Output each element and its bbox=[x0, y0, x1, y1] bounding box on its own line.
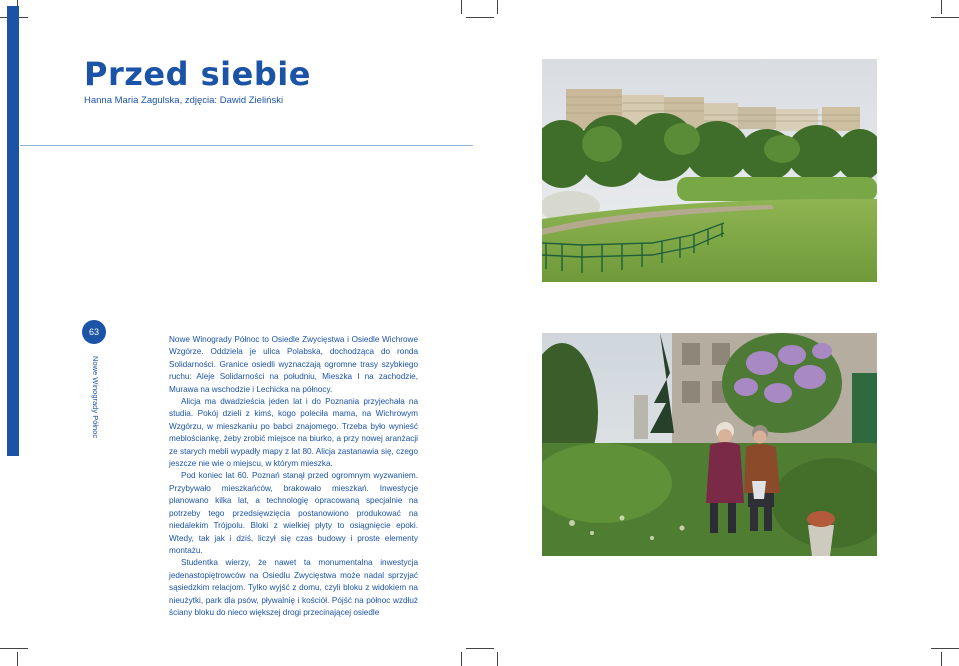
crop-mark bbox=[0, 648, 28, 649]
article-byline: Hanna Maria Zagulska, zdjęcia: Dawid Zieliński bbox=[84, 95, 284, 106]
article-title: Przed siebie bbox=[84, 55, 311, 93]
paragraph: Studentka wierzy, że nawet ta monumentalna inwestycja jedenastopiętrowców na Osiedlu Zwycięstwa może nadal sprzyjać sąsiedzkim relacjom. Tylko wyjść z domu, czyli bloku z widokiem na nieużytki, park dla psów, pływalnię i kościół. Pójść na północ wzdłuż ściany bloku do nieco większej drogi przecinającej osiedle bbox=[169, 558, 418, 617]
crop-mark bbox=[931, 648, 959, 649]
title-divider bbox=[20, 145, 473, 146]
crop-mark bbox=[17, 652, 18, 666]
crop-mark bbox=[941, 652, 942, 666]
crop-mark bbox=[461, 0, 462, 14]
paragraph: Pod koniec lat 60. Poznań stanął przed ogromnym wyzwaniem. Przybywało mieszkańców, brakowało mieszkań. Inwestycje planowano kilka lat, a technologię opracowaną specjalnie na potrzeby tego przedsięwzięcia postanowiono produkować na niedalekim Trójpolu. Bloki z wielkiej płyty to osiągnięcie epoki. Wtedy, tak jak i dziś, liczył się czas budowy i proste elementy montażu. bbox=[169, 471, 418, 555]
article-body bbox=[169, 334, 418, 619]
crop-mark bbox=[931, 17, 959, 18]
page-edge-bar bbox=[7, 6, 19, 456]
crop-mark bbox=[466, 17, 494, 18]
paragraph: Alicja ma dwadzieścia jeden lat i do Poznania przyjechała na studia. Pokój dzieli z kimś, kogo poleciła mama, na Wichrowym Wzgórzu, w mieszkaniu po babci znajomego. Trzeba było wynieść meblościankę, żeby zrobić miejsce na biurko, a przy nowej aranżacji ze starych mebli wypadły mapy z lat 80. Alicja zastanawia się, czego jeszcze nie wie o miejscu, w którym mieszka. bbox=[169, 397, 418, 469]
photo-park-apartment-blocks bbox=[542, 59, 877, 282]
paragraph: Nowe Winogrady Północ to Osiedle Zwycięstwa i Osiedle Wichrowe Wzgórze. Oddziela je ulica Polabska, dochodząca do ronda Solidarności. Granice osiedli wyznaczają ogromne trasy szybkiego ruchu: Aleje Solidarności na południu, Mieszka I na zachodzie, Murawa na wschodzie i Lechicka na północy. bbox=[169, 335, 418, 394]
running-head: Nowe Winogrady Północ bbox=[91, 356, 100, 439]
crop-mark bbox=[497, 652, 498, 666]
photo-women-in-garden bbox=[542, 333, 877, 556]
crop-mark bbox=[461, 652, 462, 666]
crop-mark bbox=[497, 0, 498, 14]
crop-mark bbox=[466, 648, 494, 649]
page-number-badge: 63 bbox=[82, 320, 106, 344]
crop-mark bbox=[941, 0, 942, 14]
